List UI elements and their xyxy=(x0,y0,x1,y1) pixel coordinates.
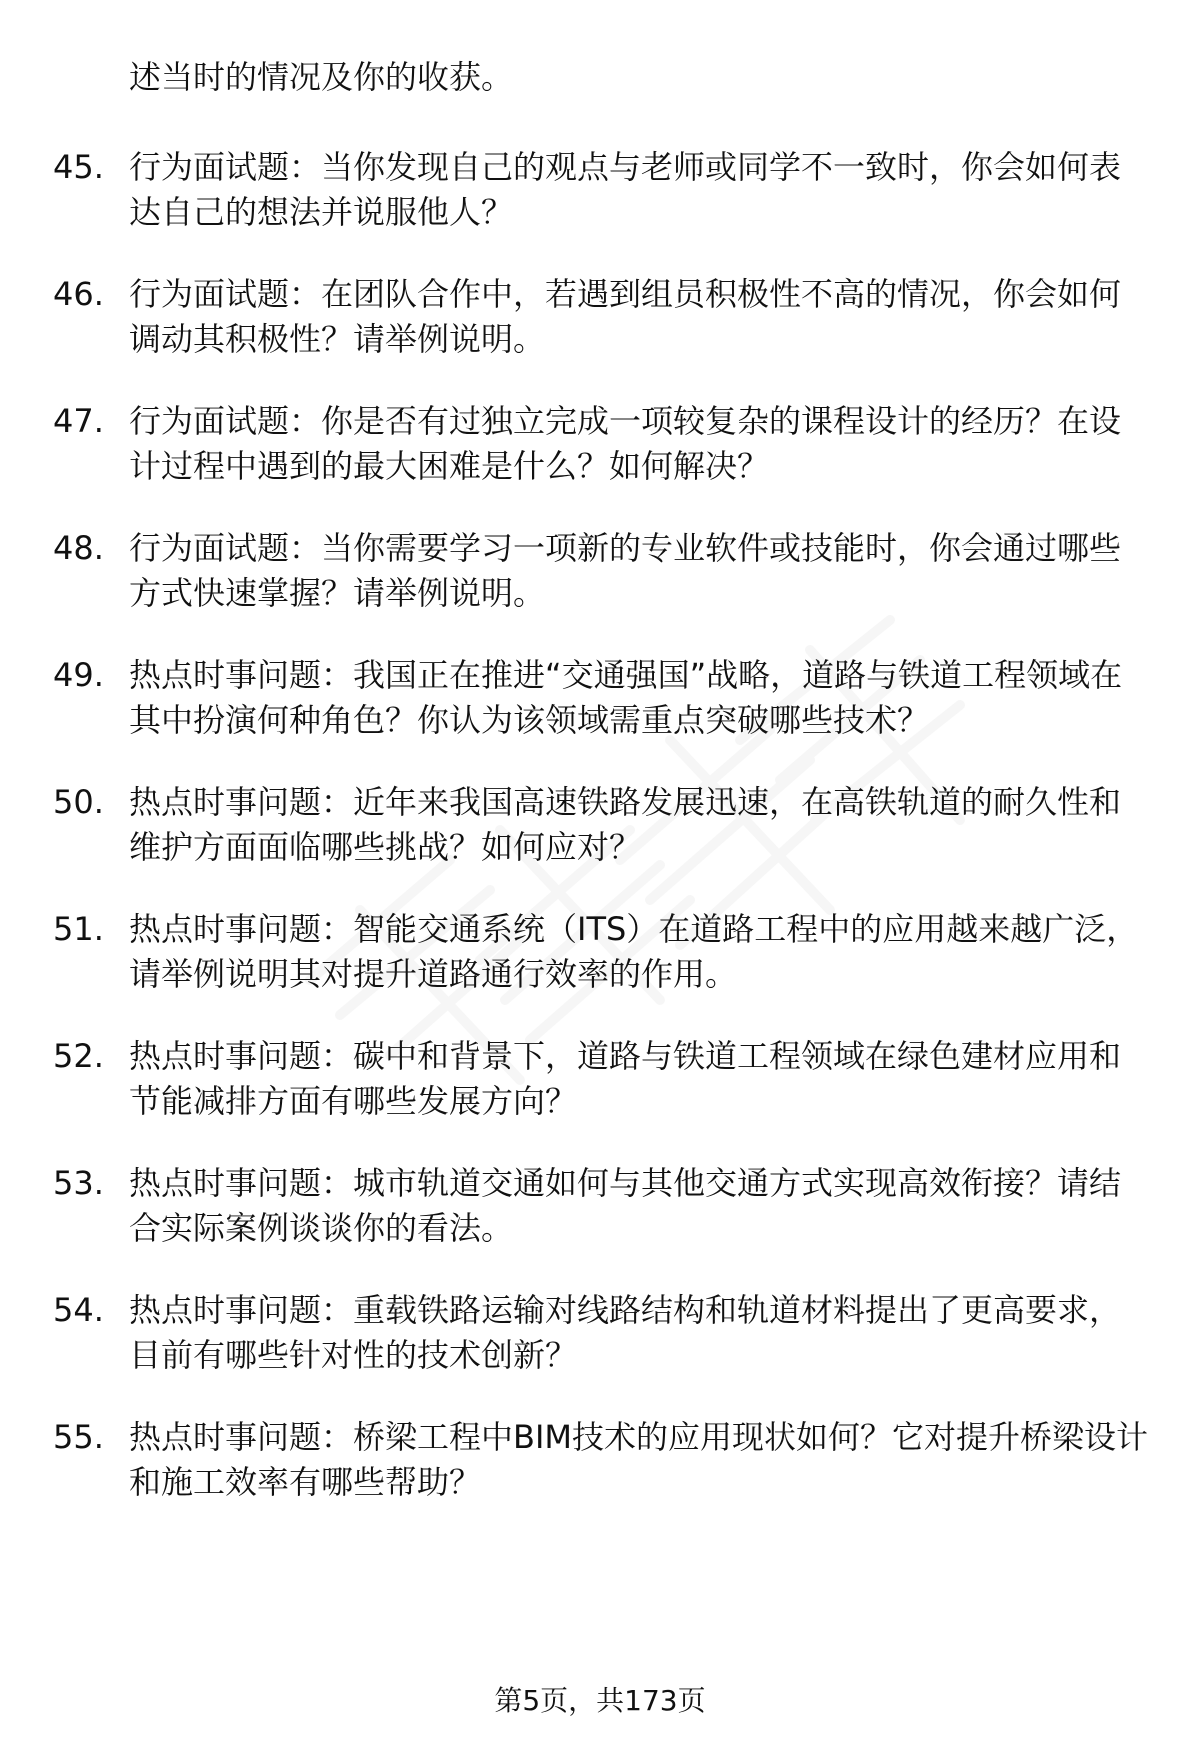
question-number: 45. xyxy=(53,148,104,186)
question-item xyxy=(0,780,1200,870)
question-text: 热点时事问题：我国正在推进“交通强国”战略，道路与铁道工程领域在其中扮演何种角色？你认为该领域需重点突破哪些技术？ xyxy=(129,656,1123,739)
question-text: 热点时事问题：近年来我国高速铁路发展迅速，在高铁轨道的耐久性和维护方面面临哪些挑战？如何应对？ xyxy=(129,783,1122,866)
question-text: 热点时事问题：智能交通系统（ITS）在道路工程中的应用越来越广泛，请举例说明其对提升道路通行效率的作用。 xyxy=(129,910,1139,993)
continuation-text: 述当时的情况及你的收获。 xyxy=(129,58,514,96)
question-item xyxy=(0,1415,1200,1505)
question-number: 47. xyxy=(53,402,104,440)
question-number: 49. xyxy=(53,656,104,694)
question-number: 50. xyxy=(53,783,104,821)
question-item xyxy=(0,1034,1200,1124)
question-number: 54. xyxy=(53,1291,104,1329)
question-text: 行为面试题：当你需要学习一项新的专业软件或技能时，你会通过哪些方式快速掌握？请举例说明。 xyxy=(129,529,1122,612)
question-item xyxy=(0,399,1200,489)
page-footer: 第5页，共173页 xyxy=(494,1684,706,1717)
question-number: 52. xyxy=(53,1037,104,1075)
question-list xyxy=(0,145,1200,1542)
question-text: 行为面试题：你是否有过独立完成一项较复杂的课程设计的经历？在设计过程中遇到的最大困难是什么？如何解决？ xyxy=(129,402,1122,485)
question-number: 51. xyxy=(53,910,104,948)
question-text: 行为面试题：在团队合作中，若遇到组员积极性不高的情况，你会如何调动其积极性？请举例说明。 xyxy=(129,275,1122,358)
question-number: 53. xyxy=(53,1164,104,1202)
question-text: 行为面试题：当你发现自己的观点与老师或同学不一致时，你会如何表达自己的想法并说服他人？ xyxy=(129,148,1122,231)
question-number: 48. xyxy=(53,529,104,567)
question-item xyxy=(0,653,1200,743)
question-text: 热点时事问题：重载铁路运输对线路结构和轨道材料提出了更高要求，目前有哪些针对性的技术创新？ xyxy=(129,1291,1122,1374)
question-text: 热点时事问题：城市轨道交通如何与其他交通方式实现高效衔接？请结合实际案例谈谈你的看法。 xyxy=(129,1164,1122,1247)
question-number: 46. xyxy=(53,275,104,313)
question-item xyxy=(0,1161,1200,1251)
question-item xyxy=(0,1288,1200,1378)
question-item xyxy=(0,907,1200,997)
question-item xyxy=(0,272,1200,362)
question-text: 热点时事问题：桥梁工程中BIM技术的应用现状如何？它对提升桥梁设计和施工效率有哪些帮助？ xyxy=(129,1418,1149,1501)
question-item xyxy=(0,145,1200,235)
question-number: 55. xyxy=(53,1418,104,1456)
question-item xyxy=(0,526,1200,616)
question-text: 热点时事问题：碳中和背景下，道路与铁道工程领域在绿色建材应用和节能减排方面有哪些发展方向？ xyxy=(129,1037,1122,1120)
